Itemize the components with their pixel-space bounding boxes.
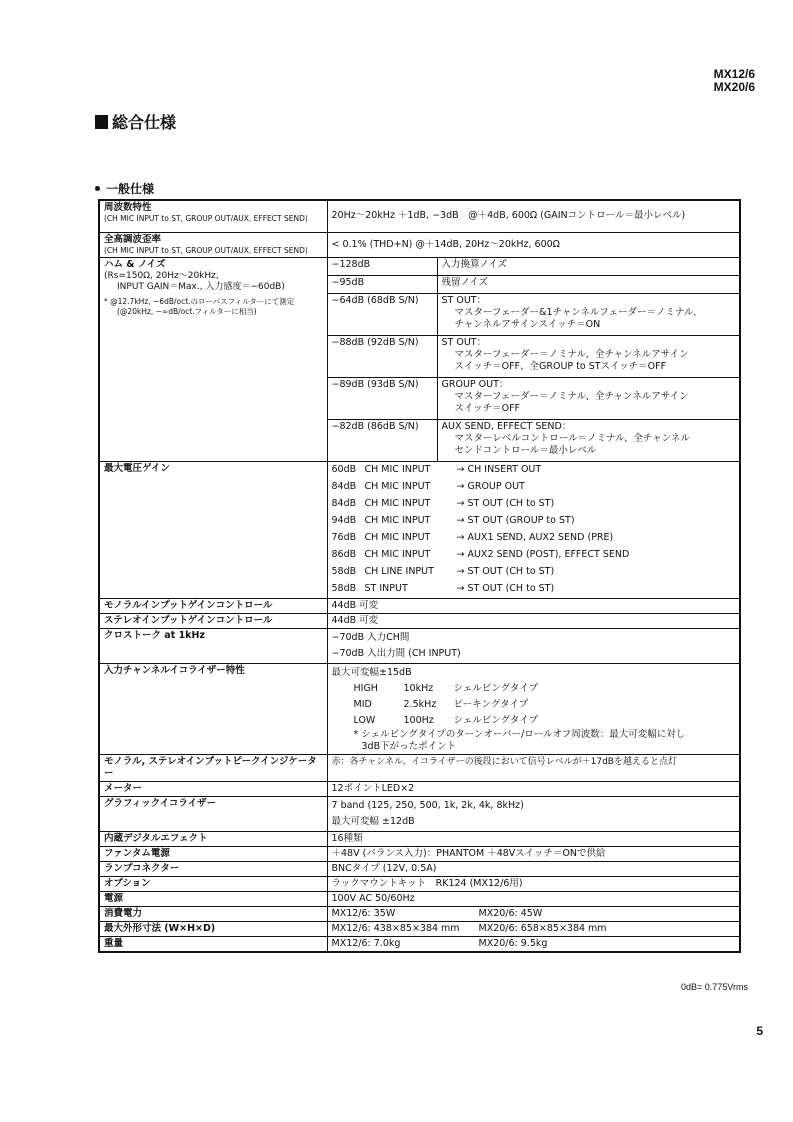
spec-value: < 0.1% (THD+N) @＋14dB, 20Hz～20kHz, 600Ω xyxy=(327,232,740,257)
eq-band-freq: 10kHz xyxy=(403,682,434,694)
gain-destination: → ST OUT (CH to ST) xyxy=(456,566,555,577)
spec-row-phantom xyxy=(99,846,740,861)
eq-band-type: シェルビングタイプ xyxy=(453,682,538,694)
gain-db: 58dB xyxy=(331,566,357,577)
spec-label: オプション xyxy=(99,876,327,891)
condition-line: スイッチ＝OFF、全GROUP to STスイッチ＝OFF xyxy=(454,360,667,372)
label-condition: (Rs=150Ω, 20Hz～20kHz, xyxy=(104,270,219,281)
value-mx20: MX20/6: 9.5kg xyxy=(478,937,548,949)
spec-value: 赤：各チャンネル、イコライザーの後段において信号レベルが＋17dBを越えると点灯 xyxy=(327,754,740,781)
condition-line: センドコントロール＝最小レベル xyxy=(454,444,597,456)
spec-row-voltage-gain xyxy=(99,461,740,598)
gain-line xyxy=(332,513,736,530)
gain-line xyxy=(332,547,736,564)
value-mx12: MX12/6: 35W xyxy=(331,907,396,919)
section-title xyxy=(95,180,154,197)
eq-band xyxy=(332,697,736,713)
condition-line: マスターフェーダー＝ノミナル、全チャンネルアサイン xyxy=(454,348,689,360)
eq-band-name: LOW xyxy=(353,714,376,726)
label-subtext: (CH MIC INPUT to ST, GROUP OUT/AUX, EFFECT SEND) xyxy=(104,245,308,255)
spec-row-meter xyxy=(99,781,740,796)
eq-intro: 最大可変幅±15dB xyxy=(331,666,412,678)
label-note: * @12.7kHz, −6dB/oct.のローパスフィルターにて測定 xyxy=(104,296,295,306)
spec-row-peak xyxy=(99,754,740,781)
eq-band xyxy=(332,681,736,697)
spec-label xyxy=(99,232,327,257)
spec-label xyxy=(99,200,327,232)
spec-row-dimensions xyxy=(99,921,740,936)
gain-source: CH LINE INPUT xyxy=(364,566,434,577)
gain-destination: → ST OUT (CH to ST) xyxy=(456,583,555,594)
gain-source: CH MIC INPUT xyxy=(364,549,431,560)
gain-line xyxy=(332,496,736,513)
spec-row-consumption xyxy=(99,906,740,921)
spec-label: メーター xyxy=(99,781,327,796)
gain-source: CH MIC INPUT xyxy=(364,532,431,543)
gain-source: CH MIC INPUT xyxy=(364,498,431,509)
label-condition: INPUT GAIN＝Max., 入力感度＝−60dB) xyxy=(117,281,285,292)
gain-source: ST INPUT xyxy=(364,583,408,594)
label-text: 周波数特性 xyxy=(104,202,152,213)
page-title xyxy=(95,110,176,133)
spec-row-power xyxy=(99,891,740,906)
condition-line: スイッチ＝OFF xyxy=(454,402,521,414)
spec-value: BNCタイプ (12V, 0.5A) xyxy=(327,861,740,876)
spec-row-noise xyxy=(99,257,740,275)
gain-destination: → GROUP OUT xyxy=(456,481,525,492)
round-bullet-icon xyxy=(95,186,100,191)
eq-band-type: ピーキングタイプ xyxy=(453,698,529,710)
spec-row-lamp xyxy=(99,861,740,876)
noise-condition xyxy=(437,377,740,419)
condition-line: チャンネルアサインスイッチ＝ON xyxy=(454,318,601,330)
eq-note: * シェルビングタイプのターンオーバー/ロールオフ周波数：最大可変幅に対し xyxy=(353,728,686,740)
gain-db: 86dB xyxy=(331,549,357,560)
eq-band-name: MID xyxy=(353,698,372,710)
condition-line: マスターレベルコントロール＝ノミナル、全チャンネル xyxy=(454,432,690,444)
spec-label: 入力チャンネルイコライザー特性 xyxy=(99,663,327,754)
noise-value: −64dB (68dB S/N) xyxy=(327,293,437,335)
value-mx12: MX12/6: 438×85×384 mm xyxy=(331,922,460,934)
spec-value: 12ポイントLED×2 xyxy=(327,781,740,796)
gain-db: 84dB xyxy=(331,498,357,509)
spec-row-eq xyxy=(99,663,740,754)
label-text: ハム & ノイズ xyxy=(104,258,166,270)
noise-value: −88dB (92dB S/N) xyxy=(327,335,437,377)
noise-condition: 残留ノイズ xyxy=(437,275,740,293)
spec-value xyxy=(327,663,740,754)
spec-value xyxy=(327,628,740,663)
condition-line: ST OUT： xyxy=(441,336,487,348)
spec-value: 44dB 可変 xyxy=(327,598,740,613)
spec-value: ＋48V (バランス入力)：PHANTOM ＋48Vスイッチ＝ONで供給 xyxy=(327,846,740,861)
gain-db: 58dB xyxy=(331,583,357,594)
spec-row-frequency xyxy=(99,200,740,232)
gain-line xyxy=(332,530,736,547)
geq-line: 最大可変幅 ±12dB xyxy=(331,815,415,827)
eq-band-type: シェルビングタイプ xyxy=(453,714,538,726)
spec-value: 100V AC 50/60Hz xyxy=(327,891,740,906)
condition-line: マスターフェーダー&1チャンネルフェーダー＝ノミナル、 xyxy=(454,306,703,318)
label-subtext: (CH MIC INPUT to ST, GROUP OUT/AUX, EFFECT SEND) xyxy=(104,214,308,223)
eq-band-freq: 100Hz xyxy=(403,714,434,726)
value-mx20: MX20/6: 45W xyxy=(478,907,543,919)
spec-label: クロストーク at 1kHz xyxy=(99,628,327,663)
spec-row-mono-gain xyxy=(99,598,740,613)
gain-destination: → ST OUT (GROUP to ST) xyxy=(456,515,575,526)
spec-value: 16種類 xyxy=(327,831,740,846)
spec-label: ランプコネクター xyxy=(99,861,327,876)
model-name-mx20: MX20/6 xyxy=(713,80,755,94)
gain-line xyxy=(332,479,736,496)
gain-db: 60dB xyxy=(331,464,357,475)
page-number: 5 xyxy=(756,1024,763,1038)
spec-table xyxy=(98,199,741,953)
noise-value: −128dB xyxy=(327,257,437,275)
gain-db: 94dB xyxy=(331,515,357,526)
geq-line: 7 band (125, 250, 500, 1k, 2k, 4k, 8kHz) xyxy=(331,799,524,811)
noise-condition xyxy=(437,335,740,377)
spec-label: 最大外形寸法 (W×H×D) xyxy=(99,921,327,936)
eq-note: 3dB下がったポイント xyxy=(361,740,457,752)
gain-destination: → CH INSERT OUT xyxy=(456,464,542,475)
spec-label: 最大電圧ゲイン xyxy=(99,461,327,598)
noise-value: −82dB (86dB S/N) xyxy=(327,419,437,461)
spec-label: ステレオインプットゲインコントロール xyxy=(99,613,327,628)
spec-label: 消費電力 xyxy=(99,906,327,921)
spec-label: ファンタム電源 xyxy=(99,846,327,861)
spec-value: ラックマウントキット RK124 (MX12/6用) xyxy=(327,876,740,891)
crosstalk-line: −70dB 入出力間 (CH INPUT) xyxy=(331,647,461,659)
gain-line xyxy=(332,462,736,479)
spec-label: グラフィックイコライザー xyxy=(99,796,327,831)
spec-value xyxy=(327,906,740,921)
eq-band-freq: 2.5kHz xyxy=(403,698,437,710)
eq-band-name: HIGH xyxy=(353,682,378,694)
section-title-text: 一般仕様 xyxy=(106,182,155,196)
gain-source: CH MIC INPUT xyxy=(364,515,431,526)
reference-level-note: 0dB= 0.775Vrms xyxy=(681,982,748,992)
model-name-mx12: MX12/6 xyxy=(713,67,755,81)
gain-db: 76dB xyxy=(331,532,357,543)
condition-line: マスターフェーダー＝ノミナル、全チャンネルアサイン xyxy=(454,390,689,402)
spec-label: 重量 xyxy=(99,936,327,952)
crosstalk-line: −70dB 入力CH間 xyxy=(331,631,410,643)
gain-source: CH MIC INPUT xyxy=(364,464,431,475)
spec-value xyxy=(327,796,740,831)
spec-value: 44dB 可変 xyxy=(327,613,740,628)
spec-value xyxy=(327,936,740,952)
gain-db: 84dB xyxy=(331,481,357,492)
value-mx12: MX12/6: 7.0kg xyxy=(331,937,401,949)
spec-label: 内蔵デジタルエフェクト xyxy=(99,831,327,846)
label-text: 全高調波歪率 xyxy=(104,233,162,245)
noise-condition xyxy=(437,419,740,461)
gain-line xyxy=(332,581,736,598)
condition-line: ST OUT： xyxy=(441,294,487,306)
spec-row-crosstalk xyxy=(99,628,740,663)
spec-label: 電源 xyxy=(99,891,327,906)
noise-value: −95dB xyxy=(327,275,437,293)
gain-line xyxy=(332,564,736,581)
spec-row-stereo-gain xyxy=(99,613,740,628)
noise-condition xyxy=(437,293,740,335)
gain-destination: → AUX2 SEND (POST), EFFECT SEND xyxy=(456,549,630,560)
square-bullet-icon xyxy=(95,115,108,129)
spec-value: 20Hz～20kHz ＋1dB, −3dB @＋4dB, 600Ω (GAINコントロール＝最小レベル) xyxy=(327,200,740,232)
condition-line: GROUP OUT： xyxy=(441,378,509,390)
spec-label xyxy=(99,257,327,461)
spec-label: モノラルインプットゲインコントロール xyxy=(99,598,327,613)
condition-line: AUX SEND, EFFECT SEND： xyxy=(441,420,572,432)
noise-value: −89dB (93dB S/N) xyxy=(327,377,437,419)
gain-destination: → AUX1 SEND, AUX2 SEND (PRE) xyxy=(456,532,614,543)
gain-source: CH MIC INPUT xyxy=(364,481,431,492)
spec-value xyxy=(327,921,740,936)
spec-label: モノラル, ステレオインプットピークインジケーター xyxy=(99,754,327,781)
gain-destination: → ST OUT (CH to ST) xyxy=(456,498,555,509)
page-title-text: 総合仕様 xyxy=(112,113,177,132)
spec-row-weight xyxy=(99,936,740,952)
noise-condition: 入力換算ノイズ xyxy=(437,257,740,275)
eq-band xyxy=(332,713,736,729)
spec-value xyxy=(327,461,740,598)
spec-row-thd xyxy=(99,232,740,257)
spec-row-effect xyxy=(99,831,740,846)
spec-row-geq xyxy=(99,796,740,831)
value-mx20: MX20/6: 658×85×384 mm xyxy=(478,922,607,934)
label-note: (@20kHz, −∞dB/oct.フィルターに相当) xyxy=(117,306,257,316)
spec-row-option xyxy=(99,876,740,891)
